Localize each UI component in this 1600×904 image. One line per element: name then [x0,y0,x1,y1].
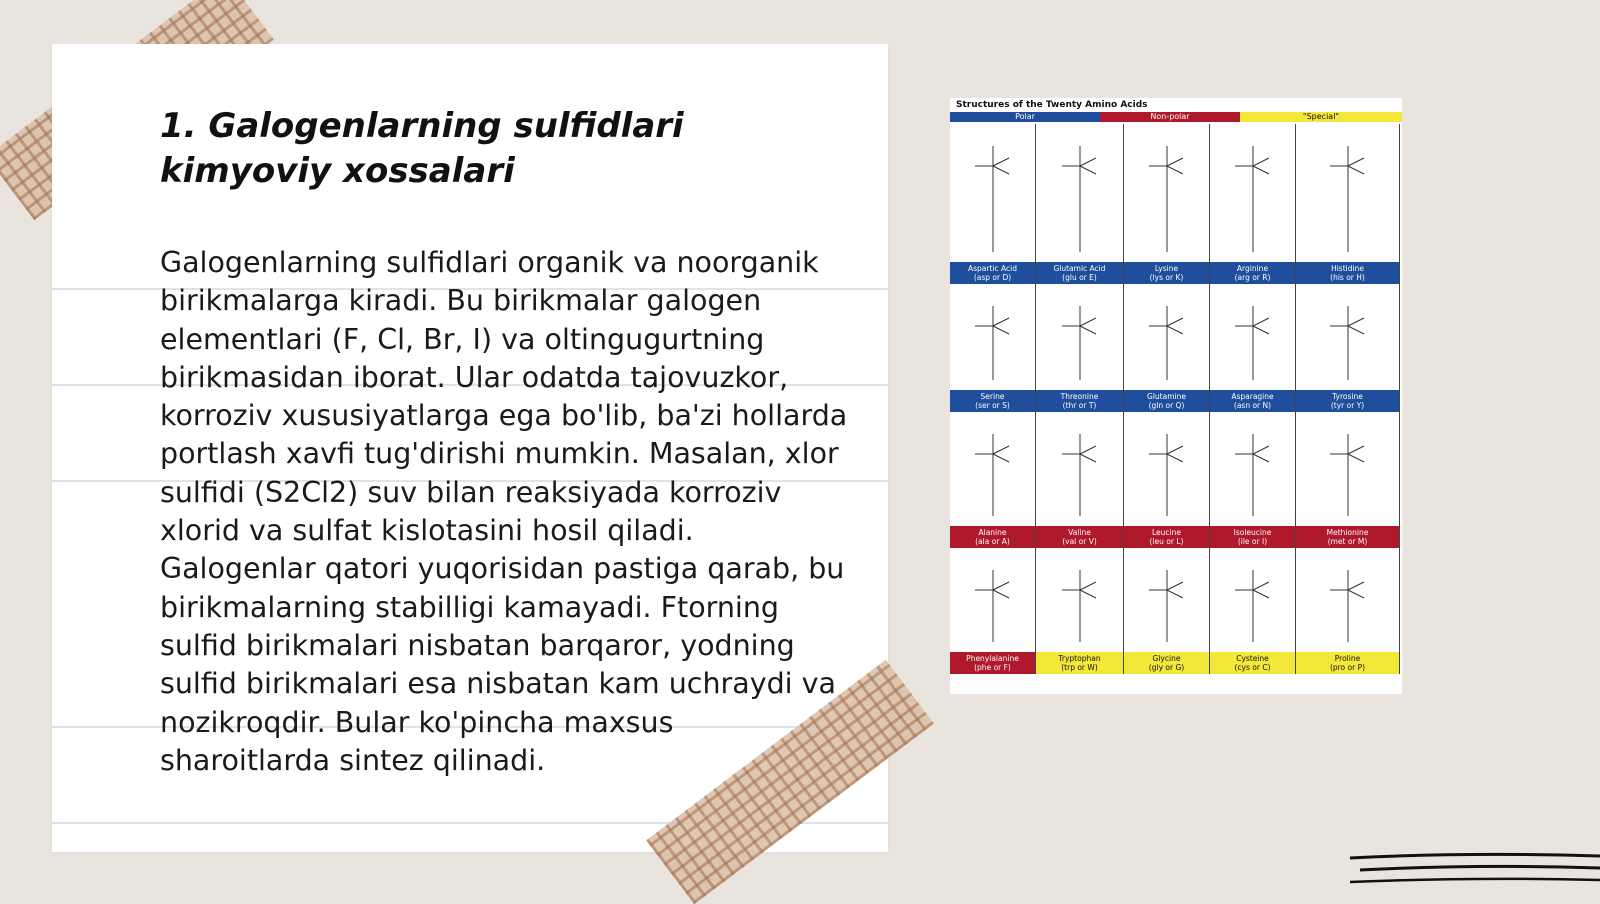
molecule-structure-icon [1124,284,1210,390]
amino-acid-cell [1124,124,1210,284]
amino-acid-code: (gln or Q) [1148,401,1185,410]
amino-acid-name: Asparagine [1231,392,1274,401]
amino-acid-code: (pro or P) [1329,663,1366,672]
amino-acid-name: Cysteine [1236,654,1269,663]
amino-acid-label [1210,262,1295,284]
category-special: "Special" [1240,112,1402,122]
amino-acid-name: Tyrosine [1332,392,1363,401]
amino-acid-code: (lys or K) [1149,273,1184,282]
amino-acid-cell [1210,412,1296,548]
amino-acid-cell [950,412,1036,548]
amino-acid-label [950,262,1035,284]
amino-acid-name: Glutamine [1147,392,1186,401]
amino-acid-code: (asp or D) [973,273,1012,282]
amino-acid-name: Histidine [1331,264,1364,273]
amino-acid-label [1036,262,1123,284]
amino-acid-cell [1296,548,1400,674]
category-nonpolar: Non-polar [1100,112,1240,122]
molecule-structure-icon [1036,284,1124,390]
molecule-structure-icon [1124,548,1210,652]
amino-acid-label [1296,262,1399,284]
amino-acid-cell [1124,548,1210,674]
amino-acid-label [950,390,1035,412]
amino-acid-cell [950,548,1036,674]
amino-acid-code: (glu or E) [1062,273,1097,282]
molecule-structure-icon [1296,124,1400,262]
molecule-structure-icon [1036,124,1124,262]
amino-acid-label [1036,390,1123,412]
amino-acid-code: (asn or N) [1233,401,1272,410]
amino-acid-label [1296,526,1399,548]
amino-acid-name: Valine [1068,528,1091,537]
molecule-structure-icon [1210,124,1296,262]
amino-acid-label [1124,262,1209,284]
amino-acid-name: Lysine [1154,264,1179,273]
molecule-structure-icon [950,124,1036,262]
amino-acid-label [1210,390,1295,412]
amino-acid-cell [1124,284,1210,412]
molecule-structure-icon [1036,412,1124,526]
amino-acid-cell [1036,548,1124,674]
amino-acid-name: Methionine [1326,528,1369,537]
amino-acid-code: (his or H) [1330,273,1365,282]
amino-acid-label [1296,390,1399,412]
amino-acid-name: Leucine [1152,528,1181,537]
molecule-structure-icon [1210,412,1296,526]
amino-acid-cell [1296,284,1400,412]
amino-acid-code: (ile or I) [1237,537,1268,546]
amino-acid-code: (met or M) [1327,537,1368,546]
amino-acid-cell [1210,548,1296,674]
molecule-structure-icon [950,412,1036,526]
molecule-structure-icon [1124,412,1210,526]
amino-acid-name: Isoleucine [1233,528,1272,537]
molecule-structure-icon [950,284,1036,390]
amino-acid-code: (leu or L) [1149,537,1184,546]
amino-acid-name: Arginine [1236,264,1269,273]
amino-acid-code: (ala or A) [975,537,1010,546]
amino-acid-code: (arg or R) [1234,273,1271,282]
amino-acid-label [1296,652,1399,674]
slide-body-text: Galogenlarning sulfidlari organik va noorganik birikmalarga kiradi. Bu birikmalar galogen elementlari (F, Cl, Br, I) va oltingugurtning birikmasidan iborat. Ular odatda tajovuzkor, korroziv xususiyatlarga ega bo'lib, ba'zi hollarda portlash xavfi tug'dirishi mumkin. Masalan, xlor sulfidi (S2Cl2) suv bilan reaksiyada korroziv xlorid va sulfat kislotasini hosil qiladi. Galogenlar qatori yuqorisidan pastiga qarab, bu birikmalarning stabilligi kamayadi. Ftorning sulfid birikmalari nisbatan barqaror, yodning sulfid birikmalari esa nisbatan kam uchraydi va nozikroqdir. Bular ko'pincha maxsus sharoitlarda sintez qilinadi. [160,246,848,777]
amino-acid-cell [1296,124,1400,284]
molecule-structure-icon [1296,548,1400,652]
amino-acid-name: Threonine [1060,392,1099,401]
category-polar: Polar [950,112,1100,122]
molecule-structure-icon [950,548,1036,652]
amino-acid-label [1210,526,1295,548]
amino-acid-code: (val or V) [1062,537,1097,546]
slide-title: 1. Galogenlarning sulfidlari kimyoviy xossalari [160,106,684,191]
amino-acid-structures-figure [950,98,1402,694]
amino-acid-code: (cys or C) [1234,663,1271,672]
amino-acid-label [950,652,1035,674]
molecule-structure-icon [1210,548,1296,652]
molecule-structure-icon [1296,284,1400,390]
amino-acid-name: Glycine [1152,654,1181,663]
molecule-structure-icon [1210,284,1296,390]
amino-acid-code: (trp or W) [1061,663,1098,672]
amino-acid-label [1124,526,1209,548]
amino-acid-label [1124,390,1209,412]
molecule-structure-icon [1036,548,1124,652]
amino-acid-cell [950,124,1036,284]
molecule-structure-icon [1296,412,1400,526]
figure-title: Structures of the Twenty Amino Acids [956,100,1148,110]
amino-acid-label [1210,652,1295,674]
amino-acid-label [1124,652,1209,674]
amino-acid-name: Aspartic Acid [968,264,1017,273]
amino-acid-name: Glutamic Acid [1053,264,1106,273]
amino-acid-cell [950,284,1036,412]
amino-acid-name: Alanine [978,528,1007,537]
amino-acid-code: (gly or G) [1148,663,1185,672]
amino-acid-cell [1036,284,1124,412]
amino-acid-code: (tyr or Y) [1330,401,1365,410]
amino-acid-code: (phe or F) [974,663,1011,672]
amino-acid-name: Phenylalanine [966,654,1019,663]
amino-acid-cell [1036,412,1124,548]
molecule-structure-icon [1124,124,1210,262]
amino-acid-cell [1036,124,1124,284]
amino-acid-cell [1210,284,1296,412]
amino-acid-name: Proline [1334,654,1361,663]
amino-acid-cell [1210,124,1296,284]
amino-acid-label [950,526,1035,548]
amino-acid-cell [1124,412,1210,548]
decorative-brush-lines [1350,850,1600,890]
amino-acid-code: (ser or S) [975,401,1010,410]
amino-acid-name: Serine [980,392,1005,401]
amino-acid-label [1036,652,1123,674]
amino-acid-label [1036,526,1123,548]
amino-acid-code: (thr or T) [1062,401,1097,410]
amino-acid-cell [1296,412,1400,548]
amino-acid-name: Tryptophan [1058,654,1101,663]
